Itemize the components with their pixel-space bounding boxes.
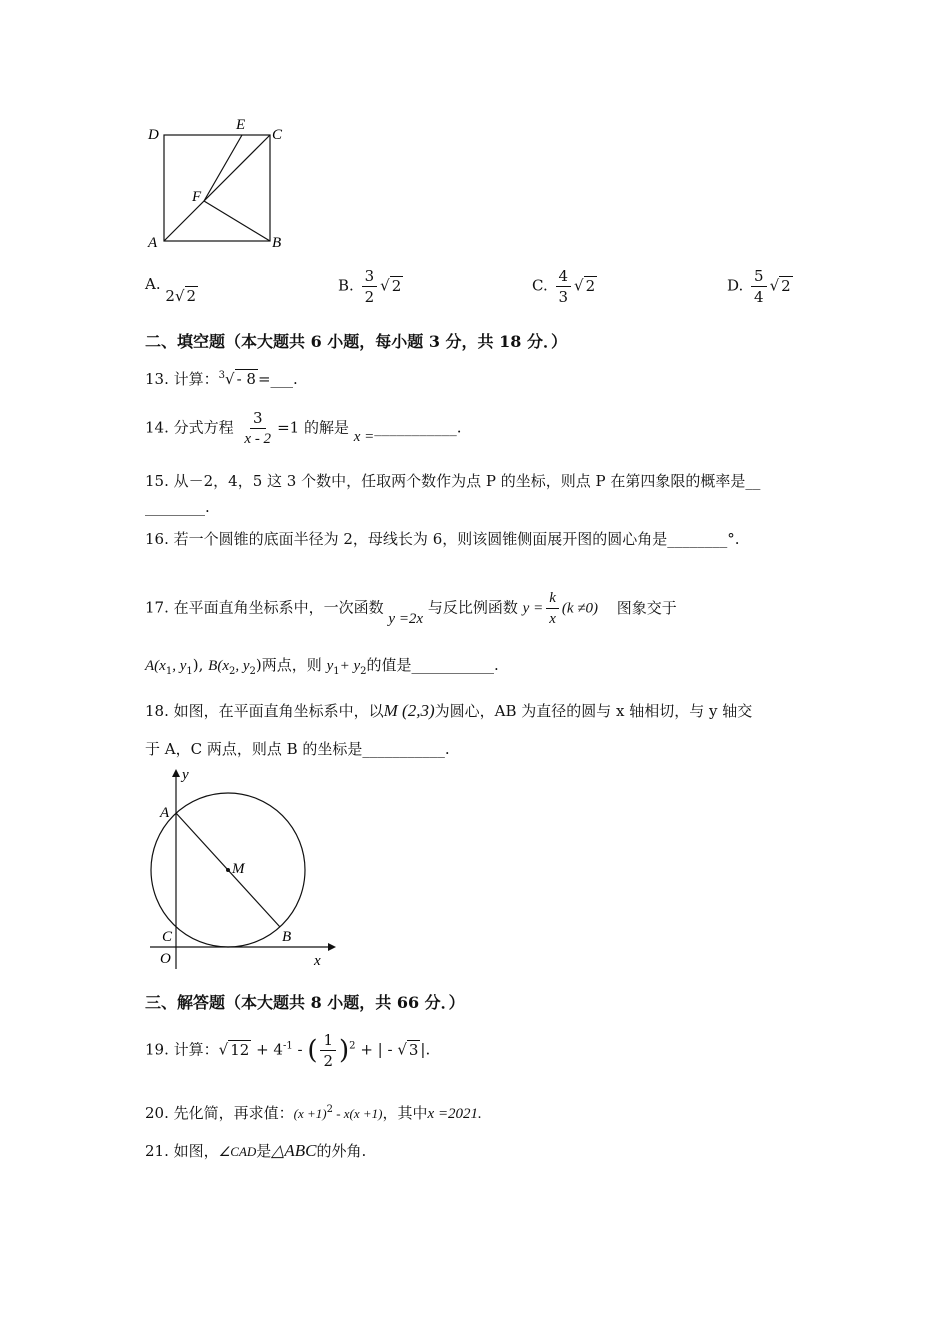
label-o: O (160, 951, 171, 967)
diagonal-ac (164, 135, 270, 241)
label-a: A (148, 235, 158, 251)
question-18-line-1: 18. 如图，在平面直角坐标系中，以M (2,3)为圆心，AB 为直径的圆与 x 轴相切，与 y 轴交 (145, 701, 753, 720)
label-d: D (148, 127, 159, 143)
label-f: F (192, 189, 202, 205)
label-x: x (314, 953, 321, 969)
question-15-line-2: ________. (145, 498, 210, 516)
section-3-heading: 三、解答题（本大题共 8 小题，共 66 分．） (145, 993, 465, 1012)
question-20: 20. 先化简，再求值：$(x +1)^2 - x(x +1)$，其中x =2021. (145, 1104, 482, 1122)
y-axis-arrow (172, 769, 180, 777)
label-b2: B (282, 929, 292, 945)
option-a: A. 2√ 2 (145, 275, 197, 305)
option-b: B. $\frac{3}{2}$ √ 2 (338, 267, 402, 306)
question-14: 14. 分式方程 $\frac{3}{x - 2}$ =1 的解是 x =___________. (145, 409, 462, 447)
segment-fb (204, 201, 270, 241)
question-17-line-1: 17. 在平面直角坐标系中，一次函数 y =2x 与反比例函数 y = $\frac{k}{x}$ (k ≠0) 图象交于 (145, 590, 677, 627)
section-2-heading: 二、填空题（本大题共 6 小题，每小题 3 分，共 18 分．） (145, 332, 567, 351)
center-m-dot (226, 868, 230, 872)
question-17-line-2: $A(x_1$, $y_1$), $B(x_2$, $y_2$)两点，则 $y_1+ y_2$的值是___________. (145, 656, 499, 677)
label-e: E (236, 117, 246, 133)
x-axis-arrow (328, 943, 336, 951)
label-c2: C (162, 929, 173, 945)
label-a2: A (160, 805, 170, 821)
question-21: 21. 如图，∠CAD是△ABC的外角. (145, 1141, 367, 1160)
label-y: y (182, 767, 189, 783)
question-19: 19. 计算：√ $12 + 4^{-1}$ - ( $\frac{1}{2}$ )$^2$ + | - √ 3 |. (145, 1031, 431, 1070)
option-c: C. $\frac{4}{3}$ √ 2 (532, 267, 596, 306)
label-c: C (272, 127, 283, 143)
circle-figure (140, 765, 340, 975)
label-m: M (232, 861, 245, 877)
label-b: B (272, 235, 282, 251)
square-figure (140, 115, 300, 255)
question-15-line-1: 15. 从－2，4，5 这 3 个数中，任取两个数作为点 P 的坐标，则点 P 在第四象限的概率是__ (145, 472, 761, 490)
option-d: D. $\frac{5}{4}$ √ 2 (727, 267, 791, 306)
question-13: 13. 计算：$^3$√ - 8 =___. (145, 370, 298, 388)
question-18-line-2: 于 A，C 两点，则点 B 的坐标是___________. (145, 740, 450, 758)
question-16: 16. 若一个圆锥的底面半径为 2，母线长为 6，则该圆锥侧面展开图的圆心角是________°. (145, 530, 740, 548)
